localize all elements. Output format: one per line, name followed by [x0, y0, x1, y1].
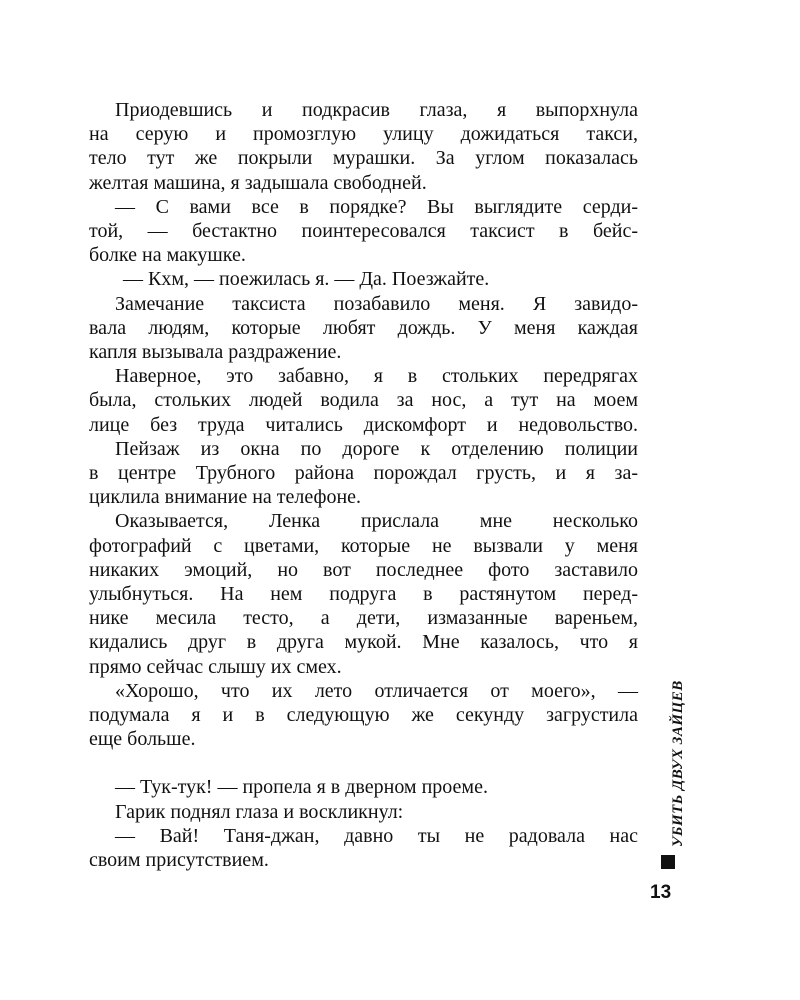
- running-head: [652, 652, 688, 872]
- text-line: — Тук-тук! — пропела я в дверном проеме.: [115, 776, 488, 799]
- text-line: циклила внимание на телефоне.: [89, 486, 362, 509]
- text-line: — Вай! Таня-джан, давно ты не радовала нас: [115, 824, 638, 847]
- square-marker-icon: [661, 855, 675, 869]
- running-head-title: УБИТЬ ДВУХ ЗАЙЦЕВ: [670, 680, 686, 847]
- text-line: Гарик поднял глаза и воскликнул:: [115, 800, 404, 823]
- text-line: на серую и промозглую улицу дожидаться такси,: [89, 123, 638, 146]
- section-break: [115, 751, 638, 775]
- text-line: вала людям, которые любят дождь. У меня каждая: [89, 316, 638, 339]
- text-line: той, — бестактно поинтересовался таксист в бейс-: [89, 220, 638, 243]
- text-line: лице без труда читались дискомфорт и недовольство.: [89, 413, 638, 436]
- page-number: 13: [650, 882, 672, 903]
- text-line: кидались друг в друга мукой. Мне казалось, что я: [89, 631, 638, 654]
- text-line: — С вами все в порядке? Вы выглядите серди-: [115, 195, 638, 218]
- text-line: Пейзаж из окна по дороге к отделению полиции: [115, 437, 638, 460]
- text-line: капля вызывала раздражение.: [89, 341, 342, 364]
- text-line: прямо сейчас слышу их смех.: [89, 655, 342, 678]
- text-line: фотографий с цветами, которые не вызвали у меня: [89, 534, 638, 557]
- text-line: «Хорошо, что их лето отличается от моего», —: [115, 679, 638, 702]
- text-line: болке на макушке.: [89, 244, 246, 267]
- text-line: желтая машина, я задышала свободней.: [89, 171, 427, 194]
- text-line: никаких эмоций, но вот последнее фото заставило: [89, 558, 638, 581]
- text-line: Замечание таксиста позабавило меня. Я завидо-: [115, 292, 638, 315]
- text-line: тело тут же покрыли мурашки. За углом показалась: [89, 147, 638, 170]
- text-line: Приодевшись и подкрасив глаза, я выпорхнула: [115, 99, 638, 121]
- text-line: своим присутствием.: [89, 849, 269, 872]
- body-text: [89, 98, 638, 872]
- text-line: была, стольких людей водила за нос, а тут на моем: [89, 389, 638, 412]
- text-line: Оказывается, Ленка прислала мне несколько: [115, 510, 638, 533]
- text-line: Наверное, это забавно, я в стольких передрягах: [115, 365, 638, 388]
- text-line: — Кхм, — поежилась я. — Да. Поезжайте.: [123, 268, 490, 291]
- text-line: подумала я и в следующую же секунду загрустила: [89, 704, 638, 727]
- text-line: нике месила тесто, а дети, измазанные вареньем,: [89, 607, 638, 630]
- text-line: улыбнуться. На нем подруга в растянутом перед-: [89, 583, 638, 606]
- text-line: еще больше.: [89, 728, 196, 751]
- text-line: в центре Трубного района порождал грусть, и я за-: [89, 462, 638, 485]
